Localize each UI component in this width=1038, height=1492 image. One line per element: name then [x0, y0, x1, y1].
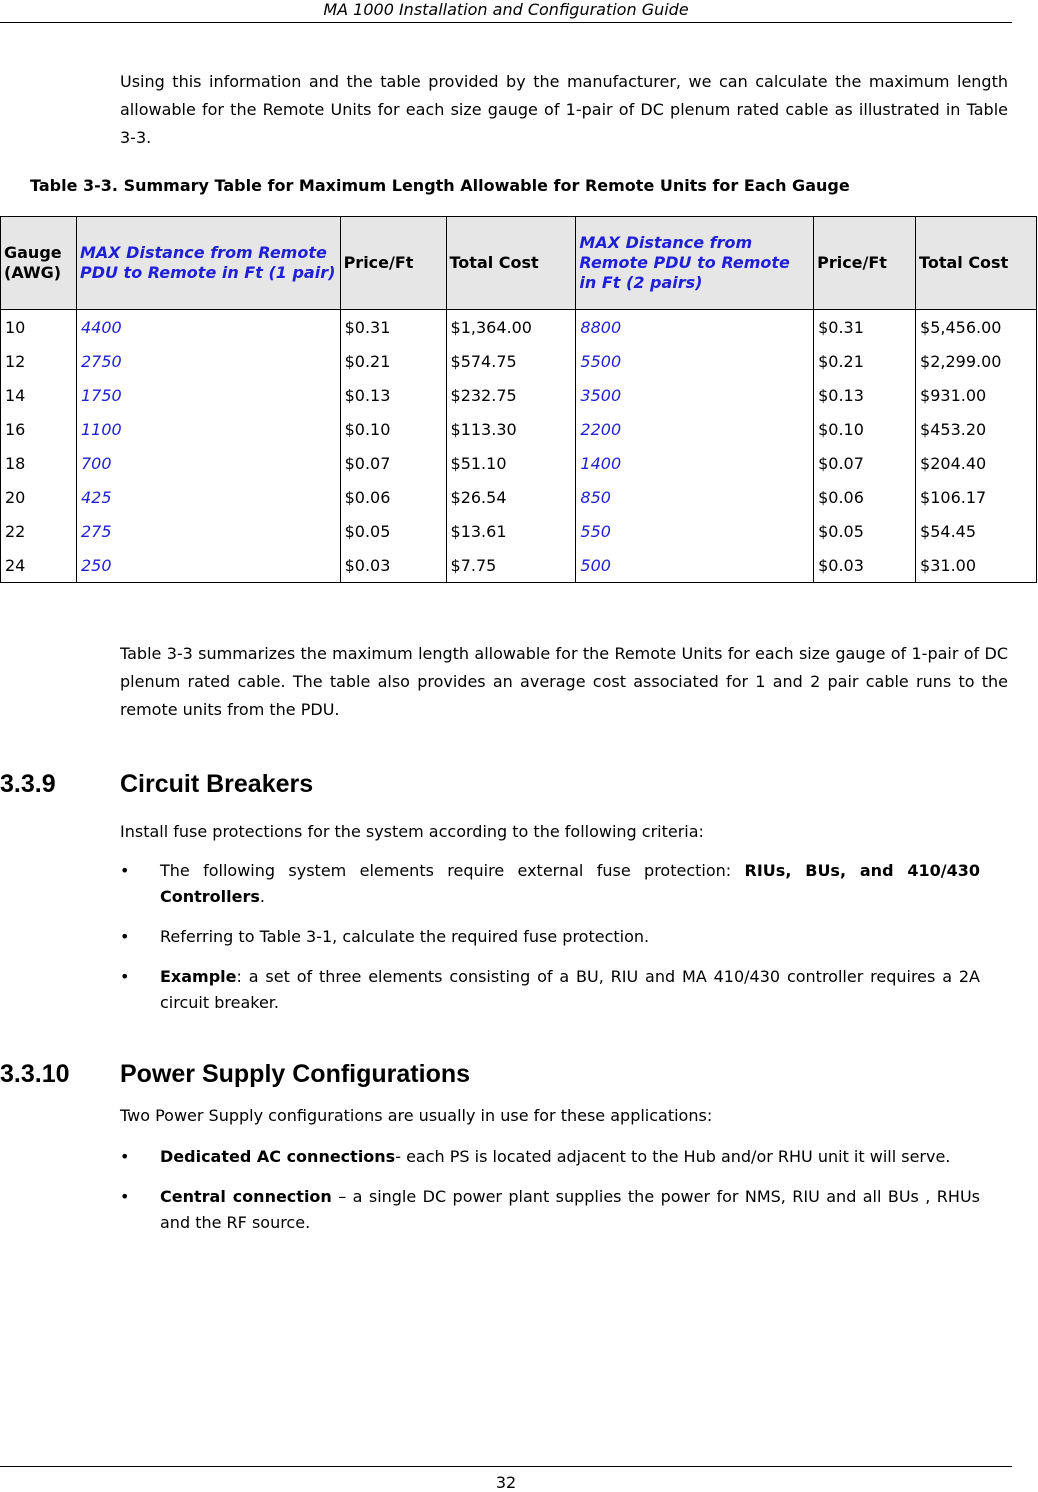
table-cell: $453.20 [916, 412, 1037, 446]
page-footer [0, 1466, 1012, 1492]
breakers-intro: Install fuse protections for the system according to the following criteria: [120, 822, 704, 841]
table-cell: $7.75 [446, 548, 576, 583]
table-cell: $0.03 [340, 548, 446, 583]
list-item: • Dedicated AC connections- each PS is located adjacent to the Hub and/or RHU unit it will serve. [120, 1144, 980, 1170]
table-cell: $0.06 [814, 480, 916, 514]
power-bullet-list [120, 1144, 980, 1250]
bullet-icon: • [120, 927, 130, 946]
table-cell: 275 [76, 514, 340, 548]
table-cell: $204.40 [916, 446, 1037, 480]
list-item: • The following system elements require external fuse protection: RIUs, BUs, and 410/430 Controllers. [120, 858, 980, 910]
table-cell: 12 [1, 344, 77, 378]
table-cell: 8800 [576, 310, 814, 345]
table-cell: 1400 [576, 446, 814, 480]
table-cell: 16 [1, 412, 77, 446]
table-cell: 500 [576, 548, 814, 583]
col-header-price-1: Price/Ft [340, 217, 446, 310]
table-cell: $5,456.00 [916, 310, 1037, 345]
table-row [1, 548, 1037, 583]
power-intro: Two Power Supply configurations are usually in use for these applications: [120, 1106, 713, 1125]
table-row [1, 412, 1037, 446]
bullet-icon: • [120, 861, 130, 880]
section-number: 3.3.9 [0, 770, 56, 798]
table-cell: $0.03 [814, 548, 916, 583]
table-row [1, 378, 1037, 412]
table-cell: 14 [1, 378, 77, 412]
table-cell: $0.13 [340, 378, 446, 412]
list-item: • Central connection – a single DC power plant supplies the power for NMS, RIU and all BUs , RHUs and the RF source. [120, 1184, 980, 1236]
table-cell: 4400 [76, 310, 340, 345]
table-header-row [1, 217, 1037, 310]
list-item: • Referring to Table 3-1, calculate the required fuse protection. [120, 924, 980, 950]
table-cell: 1100 [76, 412, 340, 446]
col-header-total-cost-2: Total Cost [916, 217, 1037, 310]
table-cell: $2,299.00 [916, 344, 1037, 378]
table-cell: $0.31 [814, 310, 916, 345]
table-row [1, 514, 1037, 548]
table-cell: $0.10 [340, 412, 446, 446]
bullet-icon: • [120, 1147, 130, 1166]
col-header-price-2: Price/Ft [814, 217, 916, 310]
table-cell: 550 [576, 514, 814, 548]
table-cell: 22 [1, 514, 77, 548]
table-cell: 2750 [76, 344, 340, 378]
col-header-total-cost-1: Total Cost [446, 217, 576, 310]
table-row [1, 344, 1037, 378]
table-cell: $0.07 [340, 446, 446, 480]
table-cell: $0.05 [814, 514, 916, 548]
summary-table [0, 216, 1037, 583]
table-row [1, 480, 1037, 514]
table-cell: $51.10 [446, 446, 576, 480]
table-cell: 3500 [576, 378, 814, 412]
table-cell: $574.75 [446, 344, 576, 378]
table-cell: 250 [76, 548, 340, 583]
page-header: MA 1000 Installation and Configuration Guide [0, 0, 1012, 23]
table-cell: $0.31 [340, 310, 446, 345]
table-row [1, 310, 1037, 345]
table-cell: $0.06 [340, 480, 446, 514]
table-cell: $0.21 [340, 344, 446, 378]
table-cell: $106.17 [916, 480, 1037, 514]
table-cell: $0.10 [814, 412, 916, 446]
summary-paragraph: Table 3-3 summarizes the maximum length allowable for the Remote Units for each size gauge of 1-pair of DC plenum rated cable. The table also provides an average cost associated for 1 and 2 pair cable runs to the remote units from the PDU. [120, 644, 1008, 719]
section-number: 3.3.10 [0, 1060, 70, 1088]
breakers-bullet-list [120, 858, 980, 1030]
section-title: Power Supply Configurations [120, 1060, 471, 1088]
table-cell: $0.13 [814, 378, 916, 412]
table-cell: $931.00 [916, 378, 1037, 412]
col-header-gauge: Gauge (AWG) [1, 217, 77, 310]
table-cell: $26.54 [446, 480, 576, 514]
bullet-icon: • [120, 1187, 130, 1206]
table-cell: 24 [1, 548, 77, 583]
table-cell: 425 [76, 480, 340, 514]
table-cell: 2200 [576, 412, 814, 446]
list-item: • Example: a set of three elements consisting of a BU, RIU and MA 410/430 controller requires a 2A circuit breaker. [120, 964, 980, 1016]
table-cell: 18 [1, 446, 77, 480]
col-header-max-distance-2-pairs: MAX Distance from Remote PDU to Remote in Ft (2 pairs) [576, 217, 814, 310]
table-cell: 20 [1, 480, 77, 514]
table-cell: $0.21 [814, 344, 916, 378]
table-cell: $1,364.00 [446, 310, 576, 345]
intro-paragraph: Using this information and the table provided by the manufacturer, we can calculate the maximum length allowable for the Remote Units for each size gauge of 1-pair of DC plenum rated cable as illustrated in Table 3-3. [120, 72, 1008, 147]
table-cell: $31.00 [916, 548, 1037, 583]
table-caption: Table 3-3. Summary Table for Maximum Length Allowable for Remote Units for Each Gauge [30, 176, 850, 195]
table-cell: 10 [1, 310, 77, 345]
section-title: Circuit Breakers [120, 770, 314, 798]
page-number: 32 [495, 1473, 517, 1492]
table-cell: 5500 [576, 344, 814, 378]
table-cell: 850 [576, 480, 814, 514]
col-header-max-distance-1-pair: MAX Distance from Remote PDU to Remote in Ft (1 pair) [76, 217, 340, 310]
table-cell: $113.30 [446, 412, 576, 446]
table-row [1, 446, 1037, 480]
bullet-icon: • [120, 967, 130, 986]
table-cell: $54.45 [916, 514, 1037, 548]
table-cell: 1750 [76, 378, 340, 412]
table-cell: 700 [76, 446, 340, 480]
table-cell: $0.07 [814, 446, 916, 480]
table-cell: $13.61 [446, 514, 576, 548]
table-cell: $0.05 [340, 514, 446, 548]
table-cell: $232.75 [446, 378, 576, 412]
